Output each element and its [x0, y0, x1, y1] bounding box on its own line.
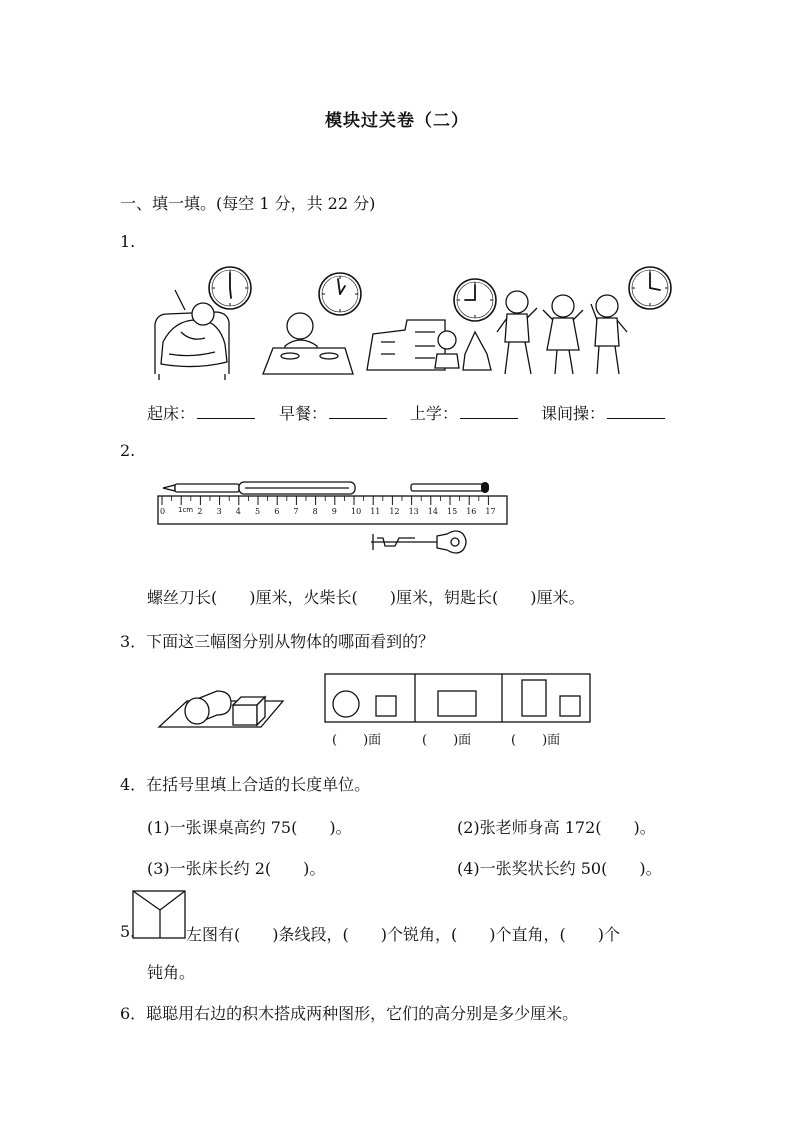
question-5-number: 5. [120, 922, 136, 941]
ruler-number-label: 17 [485, 507, 496, 516]
objects-perspective-image [157, 683, 287, 729]
school-scene-image [367, 320, 491, 370]
q3-question-text: 3．下面这三幅图分别从物体的哪面看到的？ [120, 632, 435, 651]
ruler-number-label: 15 [447, 507, 458, 516]
view-1-circle [333, 691, 359, 717]
q4-question-text: 4．在括号里填上合适的长度单位。 [120, 775, 371, 794]
view-caption-2: ( )面 [422, 733, 472, 748]
q1-label-breakfast: 早餐： [279, 401, 387, 424]
ruler-number-label: 7 [293, 507, 299, 516]
clock-icon-1 [209, 267, 251, 309]
q4-item-1: (1)一张课桌高约 75( )。 [147, 818, 352, 837]
ruler-number-label: 0 [160, 507, 166, 516]
clock-icon-3 [454, 279, 496, 321]
q4-item-2: (2)张老师身高 172( )。 [457, 818, 656, 837]
view-caption-1: ( )面 [332, 733, 382, 748]
ruler-illustration [155, 476, 510, 566]
ruler-number-label: 8 [312, 507, 318, 516]
page-title: 模块过关卷（二） [325, 111, 469, 131]
ruler-number-label: 11 [370, 507, 381, 516]
three-views-panel [324, 673, 592, 723]
exercise-scene-image [497, 291, 627, 374]
answer-blank[interactable] [329, 402, 387, 419]
match-image [411, 482, 489, 493]
clock-icon-4 [629, 267, 671, 309]
ruler-number-label: 12 [389, 507, 400, 516]
q6-question-text: 6．聪聪用右边的积木搭成两种图形，它们的高分别是多少厘米。 [120, 1004, 579, 1023]
breakfast-scene-image [263, 313, 353, 374]
ruler-number-label: 16 [466, 507, 477, 516]
q5-question-text-cont: 钝角。 [147, 963, 196, 982]
answer-blank[interactable] [607, 402, 665, 419]
q1-label-get-up: 起床： [147, 401, 255, 424]
q4-item-3: (3)一张床长约 2( )。 [147, 859, 326, 878]
ruler-number-label: 14 [427, 507, 438, 516]
ruler-number-label: 5 [255, 507, 261, 516]
ruler-number-label: 10 [351, 507, 362, 516]
q5-question-text: 左图有( )条线段，( )个锐角，( )个直角，( )个 [186, 925, 620, 944]
answer-blank[interactable] [197, 402, 255, 419]
clock-icon-2 [319, 273, 361, 315]
question-1-number: 1. [120, 232, 136, 251]
angle-figure-image [132, 890, 186, 939]
screwdriver-image [163, 482, 355, 494]
view-3-square [560, 696, 580, 716]
q4-item-4: (4)一张奖状长约 50( )。 [457, 859, 662, 878]
clock-scenes-illustration [145, 262, 685, 384]
ruler-number-label: 4 [235, 507, 241, 516]
q1-label-exercise: 课间操： [541, 401, 665, 424]
q2-question-text: 螺丝刀长( )厘米，火柴长( )厘米，钥匙长( )厘米。 [147, 588, 585, 607]
view-2-rectangle [438, 691, 476, 716]
ruler-unit-label: 1cm [178, 506, 194, 514]
answer-blank[interactable] [460, 402, 518, 419]
section-heading: 一、填一填。(每空 1 分，共 22 分) [120, 194, 376, 213]
view-3-tall-rectangle [522, 680, 546, 716]
ruler-number-label: 13 [408, 507, 419, 516]
ruler-number-label: 2 [197, 507, 203, 516]
ruler-number-label: 6 [274, 507, 280, 516]
ruler-number-label: 9 [331, 507, 337, 516]
view-1-square [376, 696, 396, 716]
question-2-number: 2. [120, 441, 136, 460]
key-image [371, 531, 466, 553]
ruler-number-label: 3 [216, 507, 222, 516]
view-caption-3: ( )面 [511, 733, 561, 748]
q1-label-school: 上学： [410, 401, 518, 424]
